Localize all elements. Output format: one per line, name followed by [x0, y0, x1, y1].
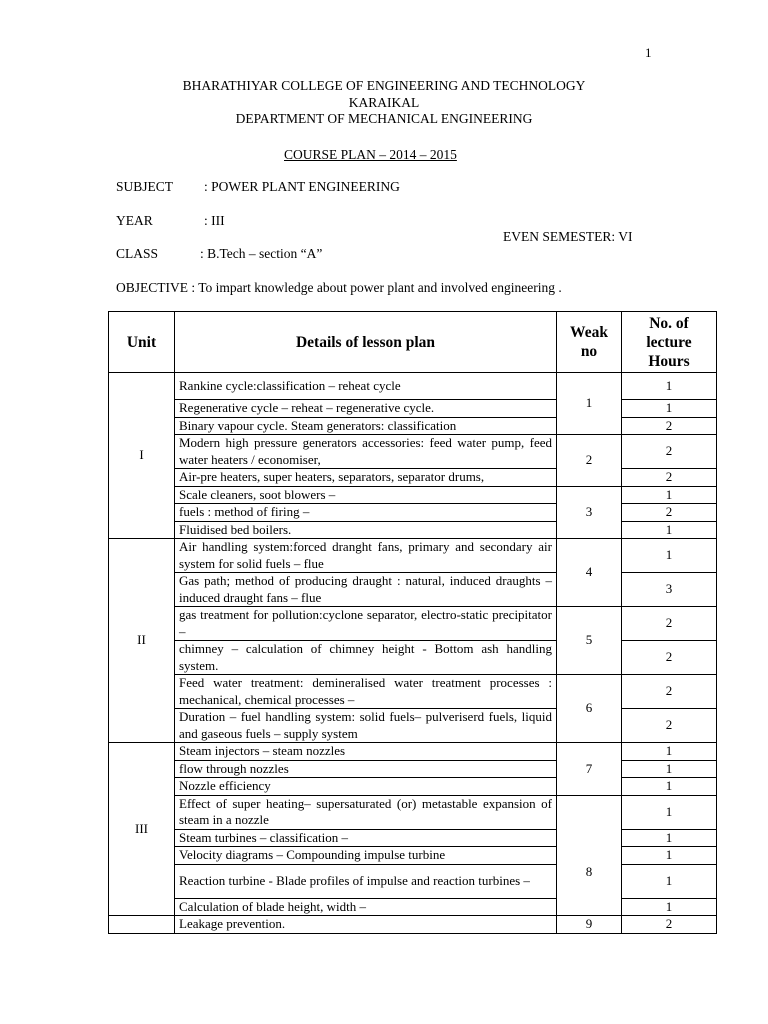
lesson-detail: Binary vapour cycle. Steam generators: classification: [175, 417, 557, 435]
table-row: [109, 829, 717, 847]
table-row: [109, 847, 717, 865]
lesson-detail: Rankine cycle:classification – reheat cycle: [175, 373, 557, 400]
college-name: BHARATHIYAR COLLEGE OF ENGINEERING AND TECHNOLOGY: [182, 78, 586, 93]
week-cell: 5: [557, 607, 622, 675]
table-row: [109, 573, 717, 607]
hours-cell: 1: [622, 778, 717, 796]
lesson-detail: chimney – calculation of chimney height - Bottom ash handling system.: [175, 641, 557, 675]
table-row: [109, 760, 717, 778]
table-header-row: [109, 312, 717, 373]
hours-cell: 2: [622, 641, 717, 675]
year-label: YEAR: [116, 213, 153, 228]
table-row: [109, 743, 717, 761]
lesson-detail: Scale cleaners, soot blowers –: [175, 486, 557, 504]
lesson-detail: Leakage prevention.: [175, 916, 557, 934]
college-city: KARAIKAL: [348, 94, 420, 110]
unit-cell: III: [109, 743, 175, 916]
hours-cell: 1: [622, 898, 717, 916]
page-number: 1: [645, 45, 652, 60]
lesson-detail: gas treatment for pollution:cyclone separator, electro-static precipitator –: [175, 607, 557, 641]
class-label: CLASS: [116, 246, 159, 261]
lesson-detail: Reaction turbine - Blade profiles of impulse and reaction turbines –: [175, 864, 557, 898]
lesson-detail: Calculation of blade height, width –: [175, 898, 557, 916]
hours-cell: 1: [622, 743, 717, 761]
subject-label: SUBJECT: [116, 179, 174, 194]
table-row: [109, 469, 717, 487]
unit-cell: II: [109, 539, 175, 743]
table-row: [109, 607, 717, 641]
hours-cell: 1: [622, 400, 717, 418]
hours-cell: 2: [622, 709, 717, 743]
hours-cell: 1: [622, 521, 717, 539]
hours-cell: 1: [622, 373, 717, 400]
header-week: Weak no: [557, 312, 622, 373]
lesson-detail: fuels : method of firing –: [175, 504, 557, 522]
lesson-detail: Nozzle efficiency: [175, 778, 557, 796]
week-cell-empty: [557, 795, 622, 829]
table-row: [109, 521, 717, 539]
week-cell: 9: [557, 916, 622, 934]
year-value: : III: [204, 213, 225, 228]
table-row: [109, 504, 717, 522]
lesson-detail: Air-pre heaters, super heaters, separators, separator drums,: [175, 469, 557, 487]
lesson-detail: Modern high pressure generators accessories: feed water pump, feed water heaters / economiser,: [175, 435, 557, 469]
hours-cell: 2: [622, 916, 717, 934]
header-unit: Unit: [109, 312, 175, 373]
lesson-detail: Duration – fuel handling system: solid fuels– pulveriserd fuels, liquid and gaseous fuels – supply system: [175, 709, 557, 743]
lesson-detail: Velocity diagrams – Compounding impulse turbine: [175, 847, 557, 865]
objective-text: OBJECTIVE : To impart knowledge about power plant and involved engineering .: [116, 280, 562, 295]
lesson-detail: Feed water treatment: demineralised water treatment processes : mechanical, chemical processes –: [175, 675, 557, 709]
lesson-plan-table: [108, 311, 717, 934]
week-cell: 6: [557, 675, 622, 743]
hours-cell: 1: [622, 795, 717, 829]
table-row: [109, 400, 717, 418]
table-row: [109, 417, 717, 435]
hours-cell: 1: [622, 847, 717, 865]
hours-cell: 1: [622, 864, 717, 898]
table-row: [109, 709, 717, 743]
hours-cell: 1: [622, 486, 717, 504]
hours-cell: 2: [622, 469, 717, 487]
hours-cell: 1: [622, 829, 717, 847]
hours-cell: 3: [622, 573, 717, 607]
table-row: [109, 373, 717, 400]
week-cell: 1: [557, 373, 622, 435]
table-row: [109, 675, 717, 709]
header-details: Details of lesson plan: [175, 312, 557, 373]
unit-cell: I: [109, 373, 175, 539]
week-cell: 8: [557, 829, 622, 916]
lesson-detail: Fluidised bed boilers.: [175, 521, 557, 539]
table-row: [109, 641, 717, 675]
document-header: [0, 78, 768, 128]
week-cell: 7: [557, 743, 622, 796]
lesson-detail: Steam injectors – steam nozzles: [175, 743, 557, 761]
hours-cell: 1: [622, 539, 717, 573]
semester-label: EVEN SEMESTER: VI: [503, 229, 633, 244]
week-cell: 3: [557, 486, 622, 539]
lesson-detail: Steam turbines – classification –: [175, 829, 557, 847]
table-row: [109, 435, 717, 469]
table-row: [109, 898, 717, 916]
header-hours: No. of lecture Hours: [622, 312, 717, 373]
hours-cell: 2: [622, 504, 717, 522]
lesson-detail: Air handling system:forced dranght fans, primary and secondary air system for solid fuels – flue: [175, 539, 557, 573]
unit-cell-empty: [109, 916, 175, 934]
hours-cell: 2: [622, 417, 717, 435]
course-plan-title: COURSE PLAN – 2014 – 2015: [284, 147, 457, 162]
hours-cell: 2: [622, 607, 717, 641]
table-row: [109, 864, 717, 898]
hours-cell: 2: [622, 435, 717, 469]
subject-value: : POWER PLANT ENGINEERING: [204, 179, 400, 194]
week-cell: 2: [557, 435, 622, 487]
table-row: [109, 795, 717, 829]
table-row: [109, 486, 717, 504]
table-row: [109, 916, 717, 934]
hours-cell: 2: [622, 675, 717, 709]
department-name: DEPARTMENT OF MECHANICAL ENGINEERING: [235, 111, 533, 126]
class-value: : B.Tech – section “A”: [200, 246, 323, 261]
lesson-detail: Gas path; method of producing draught : natural, induced draughts – induced draught fans – flue: [175, 573, 557, 607]
table-row: [109, 778, 717, 796]
table-row: [109, 539, 717, 573]
lesson-detail: flow through nozzles: [175, 760, 557, 778]
hours-cell: 1: [622, 760, 717, 778]
lesson-detail: Effect of super heating– supersaturated (or) metastable expansion of steam in a nozzle: [175, 795, 557, 829]
week-cell: 4: [557, 539, 622, 607]
lesson-detail: Regenerative cycle – reheat – regenerative cycle.: [175, 400, 557, 418]
